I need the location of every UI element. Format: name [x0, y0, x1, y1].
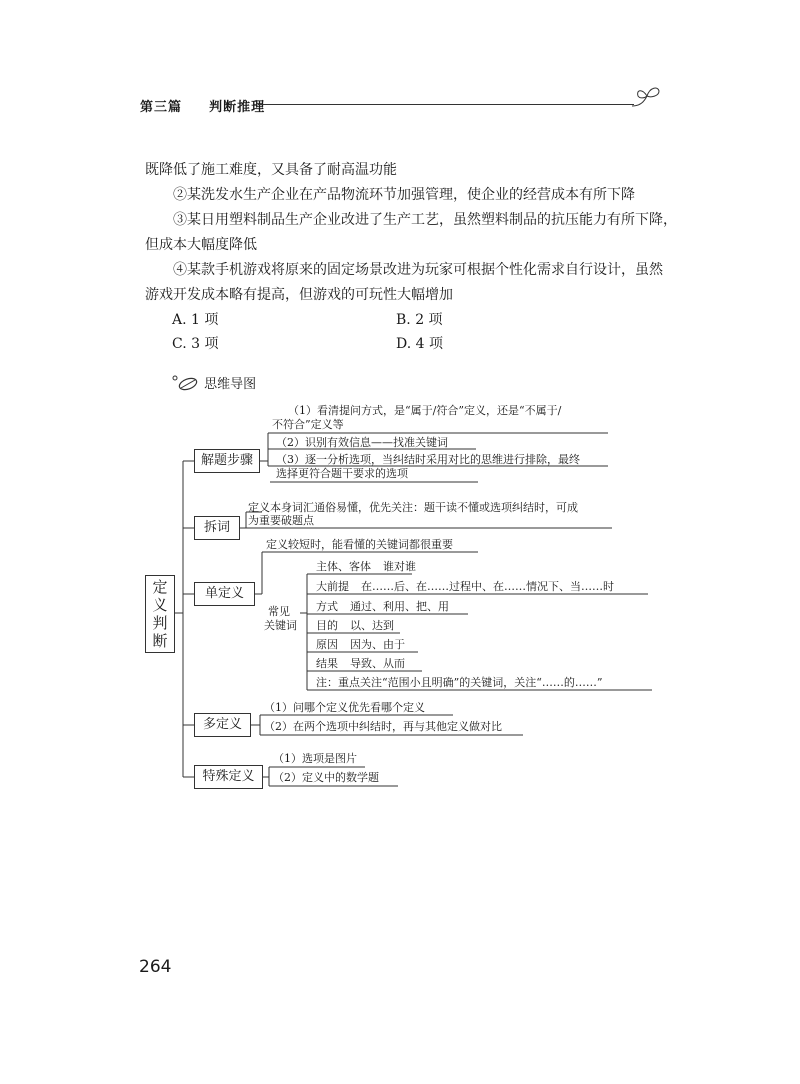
option-a: A. 1 项 [172, 312, 219, 328]
section-title: 判断推理 [209, 100, 266, 115]
mindmap-root [145, 575, 175, 653]
keyword-row-4 [316, 619, 394, 633]
keyword-examples: 在……后、在……过程中、在……情况下、当……时 [361, 580, 614, 593]
keyword-examples: 因为、由于 [350, 638, 405, 651]
keyword-examples: 通过、利用、把、用 [350, 600, 449, 613]
statement-3-line-1: ③某日用塑料制品生产企业改进了生产工艺，虽然塑料制品的抗压能力有所下降， [173, 212, 677, 228]
statement-2: ②某洗发水生产企业在产品物流环节加强管理，使企业的经营成本有所下降 [173, 187, 635, 203]
page-number: 264 [139, 957, 172, 977]
root-char-2: 义 [152, 596, 168, 614]
keyword-type: 主体、客体 [316, 560, 371, 573]
node-caici: 拆词 [194, 516, 240, 540]
jieti-step-1-line-1: （1）看清提问方式，是“属于/符合”定义，还是“不属于/ [288, 404, 562, 417]
keyword-type: 原因 [316, 638, 338, 651]
keyword-type: 大前提 [316, 580, 349, 593]
caici-text-line-2: 为重要破题点 [248, 514, 314, 527]
root-char-3: 判 [152, 614, 168, 632]
statement-3-line-2: 但成本大幅度降低 [145, 237, 257, 253]
teshu-point-1: （1）选项是图片 [273, 752, 357, 765]
node-teshu: 特殊定义 [194, 765, 263, 789]
keyword-label-line-2: 关键词 [264, 619, 297, 632]
node-jieti: 解题步骤 [194, 449, 260, 473]
option-b: B. 2 项 [396, 312, 443, 328]
mindmap-title: 思维导图 [204, 377, 257, 392]
jieti-step-1-line-2: 不符合”定义等 [272, 418, 344, 431]
statement-4-line-1: ④某款手机游戏将原来的固定场景改进为玩家可根据个性化需求自行设计，虽然 [173, 262, 663, 278]
duodingyi-point-1: （1）问哪个定义优先看哪个定义 [264, 701, 425, 714]
teshu-point-2: （2）定义中的数学题 [273, 771, 379, 784]
jieti-step-3-line-1: （3）逐一分析选项，当纠结时采用对比的思维进行排除，最终 [276, 453, 580, 466]
option-d: D. 4 项 [396, 336, 443, 352]
keyword-row-2 [316, 580, 614, 594]
keyword-type: 目的 [316, 619, 338, 632]
caici-text-line-1: 定义本身词汇通俗易懂，优先关注：题干读不懂或选项纠结时，可成 [248, 501, 578, 514]
keyword-examples: 导致、从而 [350, 657, 405, 670]
keyword-examples: 谁对谁 [383, 560, 416, 573]
root-char-4: 断 [152, 632, 168, 650]
statement-4-line-2: 游戏开发成本略有提高，但游戏的可玩性大幅增加 [145, 287, 453, 303]
jieti-step-2: （2）识别有效信息——找准关键词 [276, 436, 448, 449]
keyword-row-5 [316, 638, 405, 652]
section-label: 第三篇 [140, 100, 183, 115]
keyword-note: 注：重点关注“范围小且明确”的关键词，关注“……的……” [316, 676, 603, 689]
keyword-examples: 以、达到 [350, 619, 394, 632]
dandingyi-top-note: 定义较短时，能看懂的关键词都很重要 [266, 538, 453, 551]
option-c: C. 3 项 [172, 336, 219, 352]
keyword-type: 方式 [316, 600, 338, 613]
root-char-1: 定 [152, 578, 168, 596]
keyword-row-3 [316, 600, 449, 614]
duodingyi-point-2: （2）在两个选项中纠结时，再与其他定义做对比 [264, 720, 502, 733]
keyword-type: 结果 [316, 657, 338, 670]
keyword-row-6 [316, 657, 405, 671]
node-duodingyi: 多定义 [194, 713, 251, 737]
keyword-row-1 [316, 560, 416, 574]
node-dandingyi: 单定义 [194, 582, 255, 606]
body-line-1: 既降低了施工难度，又具备了耐高温功能 [145, 162, 397, 178]
jieti-step-3-line-2: 选择更符合题干要求的选项 [276, 467, 408, 480]
keyword-label-line-1: 常见 [268, 605, 290, 618]
